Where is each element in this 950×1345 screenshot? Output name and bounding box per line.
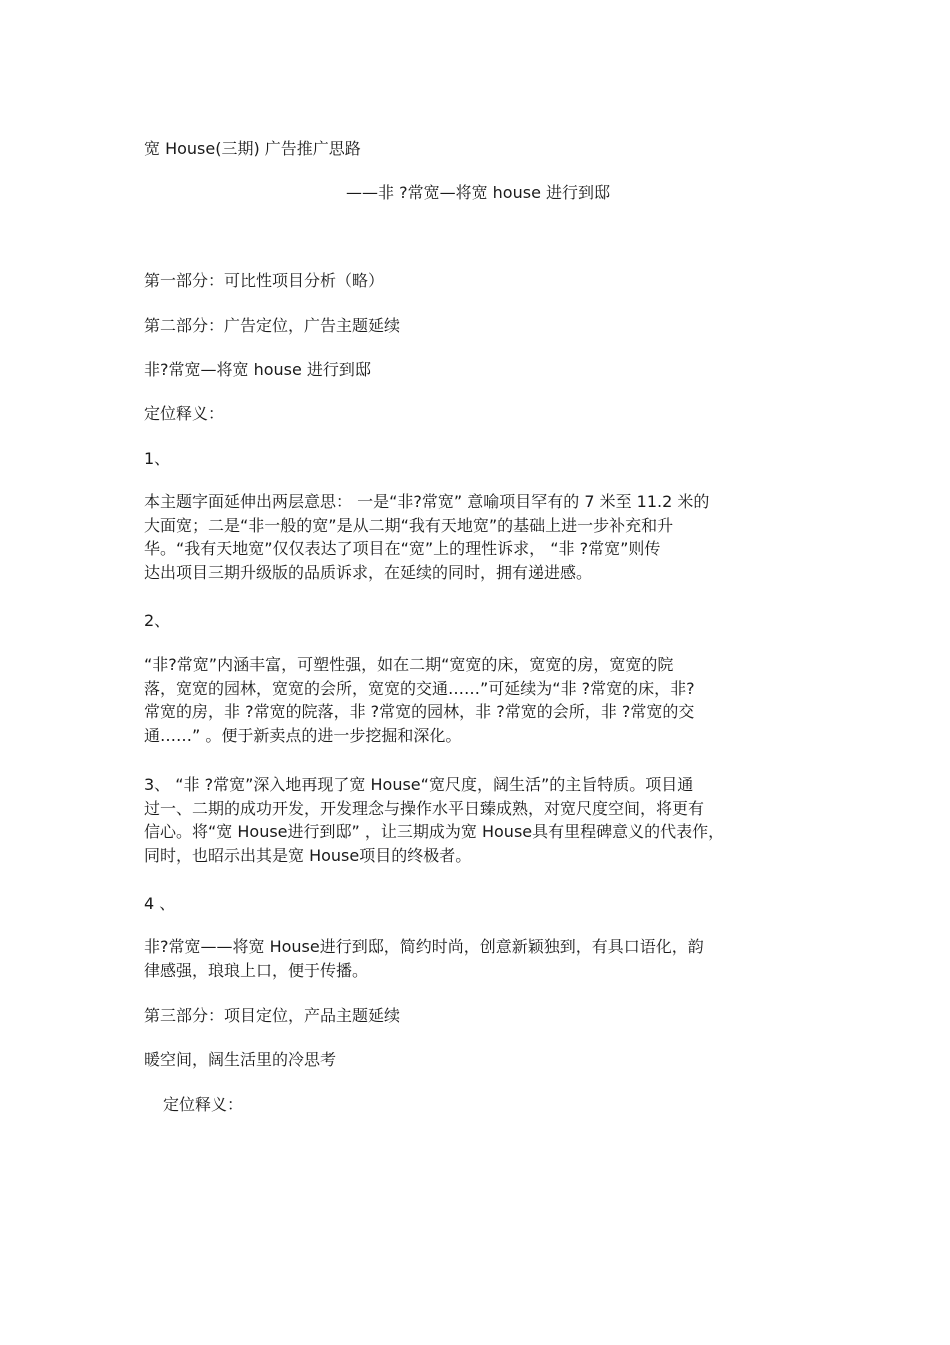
item3-line: 信心。将“宽 House进行到邸” ，让三期成为宽 House具有里程碑意义的代表作，: [144, 822, 725, 841]
part2-heading: 第二部分：广告定位，广告主题延续: [144, 316, 401, 335]
item2-line: 通……” 。便于新卖点的进一步挖掘和深化。: [144, 725, 462, 745]
item1-line: 达出项目三期升级版的品质诉求，在延续的同时，拥有递进感。: [144, 562, 593, 582]
item1-line: 华。“我有天地宽”仅仅表达了项目在“宽”上的理性诉求， “非 ?常宽”则传: [144, 539, 661, 558]
item3-line: 3、 “非 ?常宽”深入地再现了宽 House“宽尺度，阔生活”的主旨特质。项目通: [144, 775, 694, 794]
item2-line: “非?常宽”内涵丰富，可塑性强，如在二期“宽宽的床，宽宽的房，宽宽的院: [144, 655, 674, 674]
part1-heading: 第一部分：可比性项目分析（略）: [144, 271, 385, 290]
item3-line: 同时，也昭示出其是宽 House项目的终极者。: [144, 845, 472, 865]
document-title: 宽 House(三期) 广告推广思路: [144, 139, 361, 158]
item2-number: 2、: [144, 611, 171, 630]
document-subtitle: ——非 ?常宽—将宽 house 进行到邸: [346, 183, 611, 202]
item3-line: 过一、二期的成功开发，开发理念与操作水平日臻成熟，对宽尺度空间，将更有: [144, 798, 705, 818]
item2-line: 常宽的房，非 ?常宽的院落，非 ?常宽的园林，非 ?常宽的会所，非 ?常宽的交: [144, 702, 695, 721]
item4-paragraph: [144, 935, 810, 982]
part3-definition-label: 定位释义：: [163, 1095, 244, 1114]
item1-paragraph: [144, 490, 810, 584]
part2-slogan: 非?常宽—将宽 house 进行到邸: [144, 360, 371, 379]
part2-definition-label: 定位释义：: [144, 404, 225, 423]
part3-heading: 第三部分：项目定位，产品主题延续: [144, 1006, 401, 1025]
item1-line: 大面宽；二是“非一般的宽”是从二期“我有天地宽”的基础上进一步补充和升: [144, 515, 674, 535]
item4-line: 律感强，琅琅上口，便于传播。: [144, 960, 369, 980]
item2-paragraph: [144, 653, 810, 747]
item1-number: 1、: [144, 449, 171, 468]
item4-line: 非?常宽——将宽 House进行到邸，简约时尚，创意新颖独到，有具口语化，韵: [144, 937, 704, 956]
item3-paragraph: [144, 773, 810, 867]
item4-number: 4 、: [144, 894, 176, 913]
item1-line: 本主题字面延伸出两层意思： 一是“非?常宽” 意喻项目罕有的 7 米至 11.2 米的: [144, 492, 710, 511]
item2-line: 落，宽宽的园林，宽宽的会所，宽宽的交通……”可延续为“非 ?常宽的床，非?: [144, 678, 695, 698]
part3-slogan: 暖空间，阔生活里的冷思考: [144, 1050, 337, 1069]
